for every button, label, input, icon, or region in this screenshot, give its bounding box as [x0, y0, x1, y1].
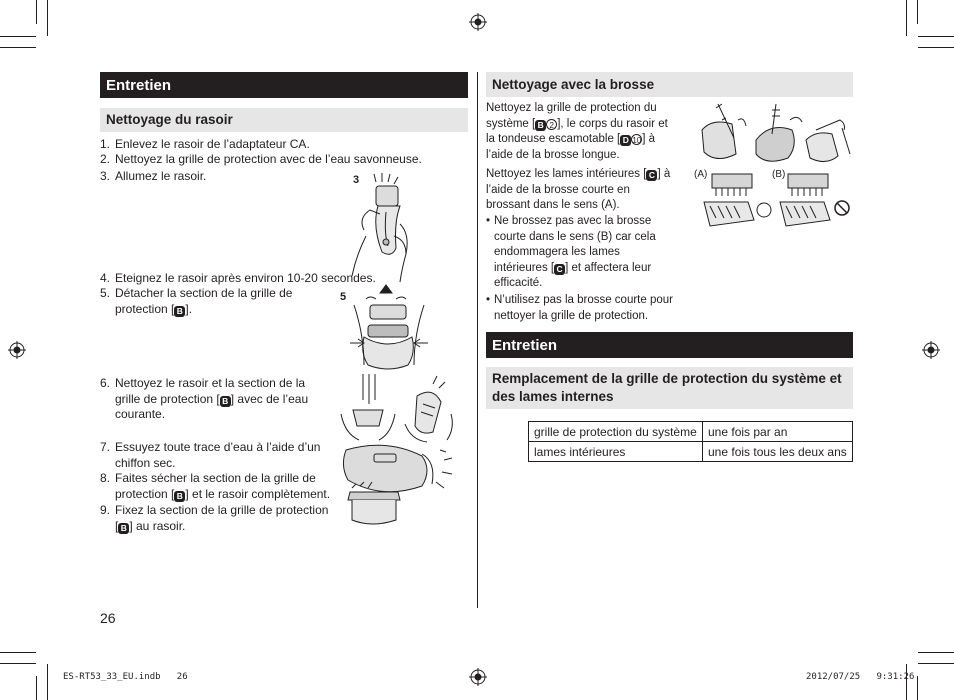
footer-file-info: ES-RT53_33_EU.indb 26 — [63, 672, 188, 682]
dry-parts-illustration — [340, 440, 462, 530]
circled-number-icon: 2 — [546, 119, 557, 130]
section-title-entretien-right: Entretien — [486, 332, 853, 358]
crop-mark — [0, 47, 36, 48]
figure-label-b: (B) — [772, 169, 786, 180]
registration-mark-icon — [469, 668, 487, 686]
rinse-under-water-illustration — [335, 374, 463, 444]
crop-mark — [918, 36, 954, 37]
step-5: 5. Détacher la section de la grille de protection [ B ]. — [100, 286, 293, 316]
badge-b-icon: B — [118, 523, 129, 534]
step-1: 1. Enlevez le rasoir de l’adaptateur CA. — [100, 137, 310, 151]
crop-mark — [918, 663, 954, 664]
figure-label-5: 5 — [340, 291, 347, 303]
table-cell: une fois par an — [703, 422, 853, 442]
badge-b-icon: B — [174, 491, 185, 502]
crop-mark — [47, 664, 48, 700]
step-4: 4. Eteignez le rasoir après environ 10-20 secondes. — [100, 271, 376, 285]
step-9: 9. Fixez la section de la grille de protection [ B ] au rasoir. — [100, 503, 329, 533]
replacement-schedule-table — [528, 421, 853, 462]
brush-bullet-2: • N’utilisez pas la brosse courte pour nettoyer la grille de protection. — [486, 294, 673, 322]
crop-mark — [0, 36, 36, 37]
crop-mark — [917, 0, 918, 24]
crop-mark — [0, 663, 36, 664]
badge-c-icon: C — [646, 170, 657, 181]
step-8: 8. Faites sécher la section de la grille de protection [ B ] et le rasoir complètement. — [100, 471, 331, 501]
subsection-title-replacement: Remplacement de la grille de protection du système et des lames internes — [486, 367, 853, 409]
brush-paragraph-1: Nettoyez la grille de protection du système [ B 2 ], le corps du rasoir et la tondeuse escamotable [ D 10] à l’aide de la brosse longue. — [486, 102, 668, 161]
circled-number-icon: 10 — [632, 136, 642, 145]
crop-mark — [906, 664, 907, 700]
brush-paragraph-2: Nettoyez les lames intérieures [ C ] à l’aide de la brosse courte en brossant dans le sens (A). — [486, 168, 671, 211]
badge-b-icon: B — [174, 306, 185, 317]
crop-mark — [47, 0, 48, 36]
step-6: 6. Nettoyez le rasoir et la section de la grille de protection [ B ] avec de l’eau courante. — [100, 376, 309, 421]
step-7: 7. Essuyez toute trace d’eau à l’aide d’un chiffon sec. — [100, 440, 321, 470]
table-cell: lames intérieures — [529, 442, 703, 462]
badge-b-icon: B — [535, 120, 546, 131]
long-brush-cleaning-illustration — [698, 100, 854, 168]
detach-grille-illustration — [350, 285, 430, 375]
figure-label-a: (A) — [694, 169, 708, 180]
subsection-title-cleaning: Nettoyage du rasoir — [100, 108, 468, 132]
footer-timestamp: 2012/07/25 9:31:26 — [806, 672, 915, 682]
shaver-on-illustration — [340, 170, 420, 282]
crop-mark — [918, 652, 954, 653]
step-3: 3. Allumez le rasoir. — [100, 169, 207, 183]
crop-mark — [918, 47, 954, 48]
column-divider — [477, 72, 478, 608]
badge-d-icon: D — [620, 135, 631, 146]
step-2: 2. Nettoyez la grille de protection avec de l’eau savonneuse. — [100, 152, 422, 166]
figure-label-3: 3 — [353, 174, 360, 186]
table-row — [529, 422, 853, 442]
table-cell: grille de protection du système — [529, 422, 703, 442]
crop-mark — [36, 676, 37, 700]
registration-mark-icon — [469, 13, 487, 31]
brush-bullet-1: • Ne brossez pas avec la brosse courte dans le sens (B) car cela endommagera les lames intérieures [ C ] et affectera leur efficacité. — [486, 215, 656, 289]
page-number: 26 — [100, 610, 116, 626]
crop-mark — [0, 652, 36, 653]
registration-mark-icon — [8, 341, 26, 359]
subsection-title-brush: Nettoyage avec la brosse — [486, 72, 853, 97]
crop-mark — [36, 0, 37, 24]
crop-mark — [917, 676, 918, 700]
short-brush-direction-illustration — [702, 172, 854, 230]
table-cell: une fois tous les deux ans — [703, 442, 853, 462]
badge-b-icon: B — [220, 396, 231, 407]
table-row — [529, 442, 853, 462]
crop-mark — [906, 0, 907, 36]
section-title-entretien: Entretien — [100, 72, 468, 98]
badge-c-icon: C — [554, 264, 565, 275]
registration-mark-icon — [922, 341, 940, 359]
